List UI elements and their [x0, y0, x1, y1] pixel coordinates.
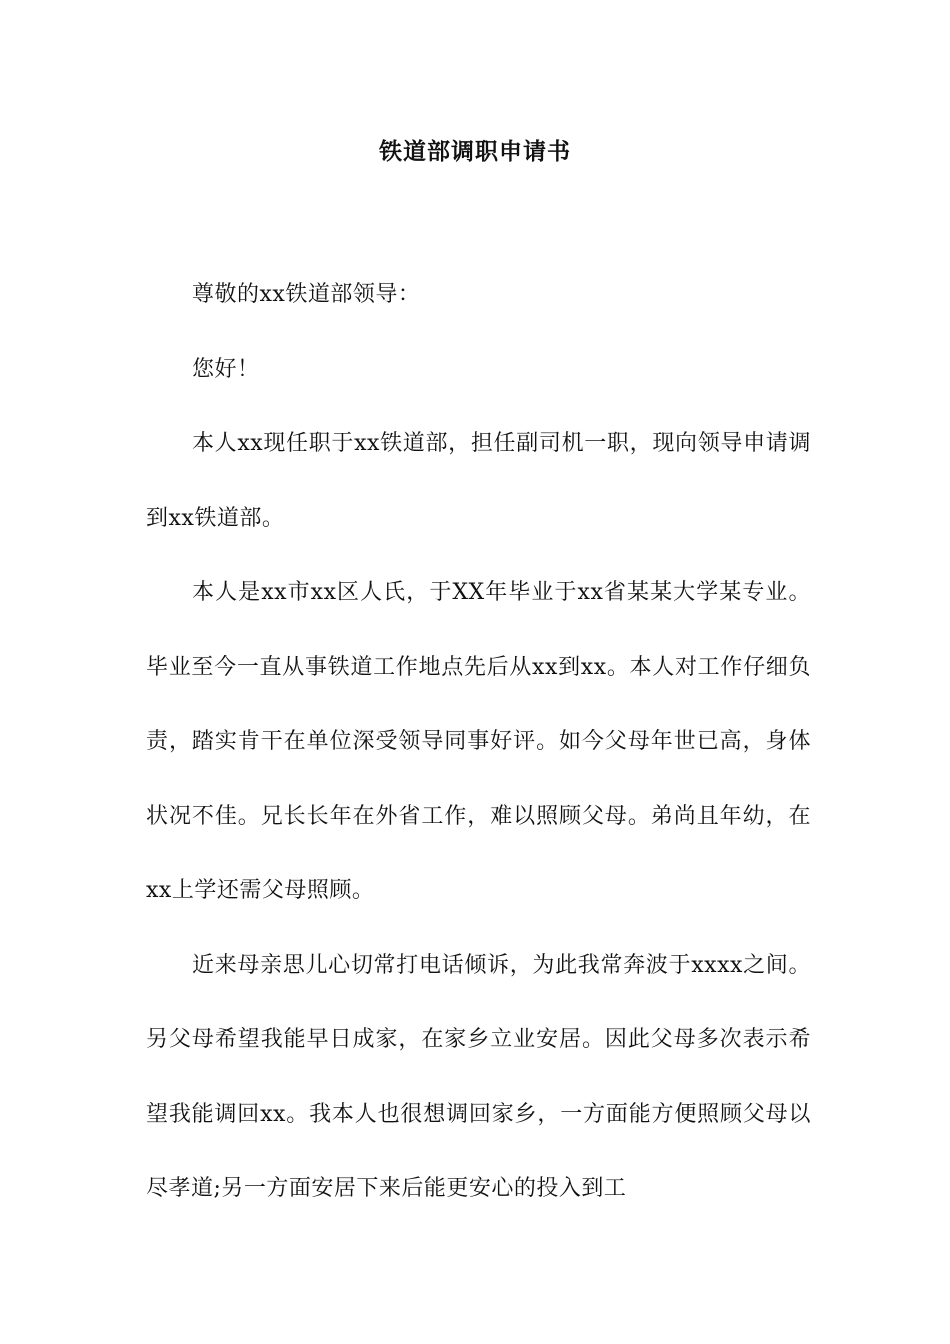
paragraph-reason: 近来母亲思儿心切常打电话倾诉，为此我常奔波于xxxx之间。另父母希望我能早日成家，在家乡立业安居。因此父母多次表示希望我能调回xx。我本人也很想调回家乡，一方面能方便照顾父母以尽孝道;另一方面安居下来后能更安心的投入到工 — [146, 952, 811, 1201]
greeting: 您好！ — [192, 356, 260, 382]
paragraph-request: 本人xx现任职于xx铁道部，担任副司机一职，现向领导申请调到xx铁道部。 — [146, 431, 811, 531]
paragraph-background: 本人是xx市xx区人氏，于XX年毕业于xx省某某大学某专业。毕业至今一直从事铁道工作地点先后从xx到xx。本人对工作仔细负责，踏实肯干在单位深受领导同事好评。如今父母年世已高，身体状况不佳。兄长长年在外省工作，难以照顾父母。弟尚且年幼，在xx上学还需父母照顾。 — [146, 580, 811, 903]
salutation: 尊敬的xx铁道部领导： — [192, 282, 421, 307]
document-body — [146, 258, 811, 1227]
document-title: 铁道部调职申请书 — [379, 138, 571, 165]
